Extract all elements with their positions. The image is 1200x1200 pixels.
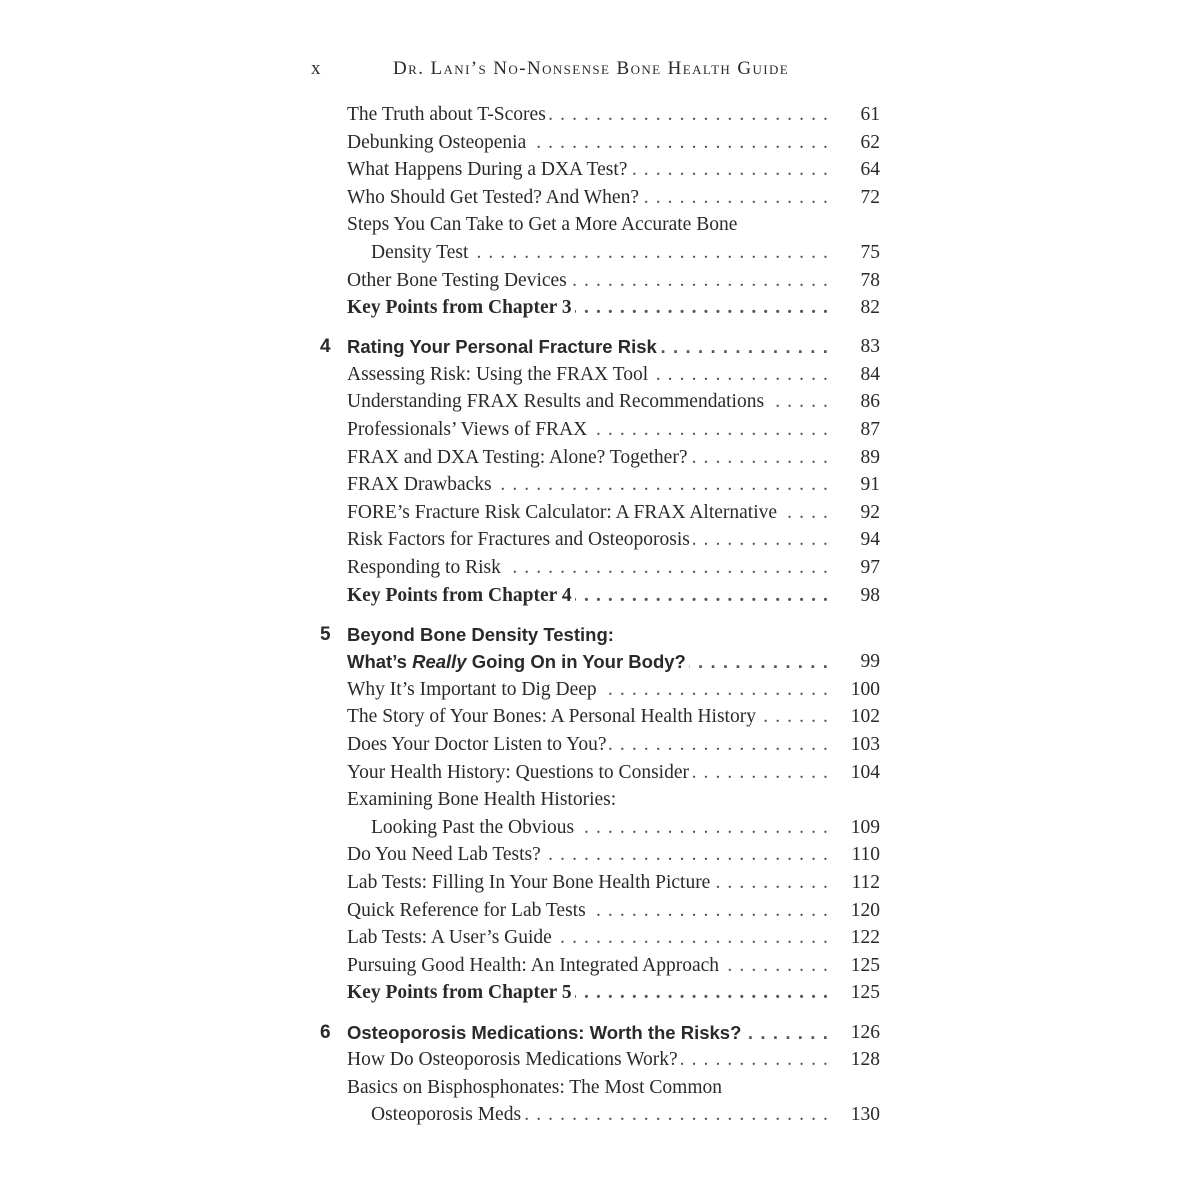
table-of-contents bbox=[0, 102, 1200, 1130]
toc-entry-title: Your Health History: Questions to Consider . . . bbox=[347, 762, 829, 784]
page-folio: x bbox=[311, 58, 322, 79]
toc-entry-key-points bbox=[0, 980, 1200, 1008]
toc-page-number: 72 bbox=[860, 186, 880, 208]
toc-page-number: 122 bbox=[850, 927, 880, 949]
toc-entry bbox=[0, 130, 1200, 158]
running-head bbox=[0, 56, 1200, 82]
toc-page-number: 75 bbox=[860, 241, 880, 263]
chapter-number: 4 bbox=[320, 336, 331, 358]
toc-entry bbox=[0, 925, 1200, 953]
toc-entry-title: Who Should Get Tested? And When? . . . bbox=[347, 187, 829, 209]
toc-entry bbox=[0, 1102, 1200, 1130]
toc-page-number: 102 bbox=[850, 706, 880, 728]
toc-entry-title: FRAX and DXA Testing: Alone? Together? . . . bbox=[347, 447, 829, 469]
toc-entry-title: Key Points from Chapter 4 . . . bbox=[347, 585, 829, 607]
toc-entry bbox=[0, 732, 1200, 760]
toc-entry-title: Lab Tests: Filling In Your Bone Health Picture . . . bbox=[347, 872, 829, 894]
toc-entry bbox=[0, 185, 1200, 213]
toc-entry-title: Pursuing Good Health: An Integrated Approach . . . bbox=[347, 955, 829, 977]
toc-entry-title: Risk Factors for Fractures and Osteoporosis . . . bbox=[347, 529, 829, 551]
toc-entry bbox=[0, 1075, 1200, 1103]
toc-entry bbox=[0, 445, 1200, 473]
toc-page-number: 89 bbox=[860, 446, 880, 468]
toc-entry-title: What Happens During a DXA Test? . . . bbox=[347, 159, 829, 181]
toc-entry-title: Other Bone Testing Devices . . . bbox=[347, 270, 829, 292]
toc-entry-title: Looking Past the Obvious . . . bbox=[371, 817, 829, 839]
toc-chapter-heading bbox=[0, 1020, 1200, 1048]
toc-entry-title: Debunking Osteopenia . . . bbox=[347, 132, 829, 154]
toc-entry bbox=[0, 527, 1200, 555]
toc-entry bbox=[0, 815, 1200, 843]
toc-entry bbox=[0, 472, 1200, 500]
toc-page-number: 109 bbox=[850, 816, 880, 838]
toc-entry bbox=[0, 842, 1200, 870]
toc-page-number: 87 bbox=[860, 419, 880, 441]
toc-page-number: 112 bbox=[851, 872, 880, 894]
toc-entry-title: Key Points from Chapter 3 . . . bbox=[347, 297, 829, 319]
toc-entry-title: Beyond Bone Density Testing: bbox=[347, 624, 829, 646]
toc-page-number: 104 bbox=[850, 761, 880, 783]
toc-page-number: 86 bbox=[860, 391, 880, 413]
toc-entry-title: Responding to Risk . . . bbox=[347, 557, 829, 579]
toc-entry bbox=[0, 268, 1200, 296]
toc-entry-title: Steps You Can Take to Get a More Accurate Bone bbox=[347, 214, 829, 236]
title-part-b: Going On in Your Body? bbox=[466, 651, 686, 673]
toc-entry bbox=[0, 953, 1200, 981]
chapter-number: 5 bbox=[320, 623, 331, 645]
toc-entry-title: Professionals’ Views of FRAX . . . bbox=[347, 419, 829, 441]
toc-entry-title bbox=[347, 651, 829, 673]
toc-entry bbox=[0, 240, 1200, 268]
chapter-number: 6 bbox=[320, 1021, 331, 1043]
toc-entry-title: Basics on Bisphosphonates: The Most Common bbox=[347, 1077, 829, 1099]
toc-page-number: 91 bbox=[860, 474, 880, 496]
toc-page-number: 94 bbox=[860, 529, 880, 551]
toc-entry-title: Key Points from Chapter 5 . . . bbox=[347, 982, 829, 1004]
toc-entry bbox=[0, 787, 1200, 815]
toc-page-number: 84 bbox=[860, 363, 880, 385]
toc-entry-title: Quick Reference for Lab Tests . . . bbox=[347, 900, 829, 922]
toc-page-number: 100 bbox=[850, 678, 880, 700]
toc-page-number: 130 bbox=[850, 1104, 880, 1126]
toc-entry-title: Osteoporosis Medications: Worth the Risks? . . . bbox=[347, 1022, 829, 1044]
toc-page-number: 125 bbox=[850, 954, 880, 976]
toc-page-number: 120 bbox=[850, 899, 880, 921]
toc-entry bbox=[0, 389, 1200, 417]
toc-entry-title: Does Your Doctor Listen to You? . . . bbox=[347, 734, 829, 756]
title-part-a: What’s bbox=[347, 651, 413, 673]
toc-page-number: 97 bbox=[860, 557, 880, 578]
toc-entry bbox=[0, 704, 1200, 732]
toc-entry-key-points bbox=[0, 295, 1200, 323]
toc-page-number: 62 bbox=[860, 131, 880, 153]
toc-entry bbox=[0, 555, 1200, 583]
toc-entry-title: Lab Tests: A User’s Guide . . . bbox=[347, 927, 829, 949]
toc-entry bbox=[0, 1047, 1200, 1075]
toc-page-number: 99 bbox=[860, 651, 880, 673]
book-title: Dr. Lani’s No-Nonsense Bone Health Guide bbox=[393, 58, 790, 79]
toc-entry-title: Rating Your Personal Fracture Risk . . . bbox=[347, 336, 829, 358]
toc-entry-title: How Do Osteoporosis Medications Work? . . . bbox=[347, 1049, 829, 1071]
toc-page-number: 126 bbox=[850, 1021, 880, 1043]
toc-entry bbox=[0, 870, 1200, 898]
toc-page-number: 64 bbox=[860, 159, 880, 181]
toc-entry-title: Do You Need Lab Tests? . . . bbox=[347, 844, 829, 866]
toc-chapter-heading bbox=[0, 334, 1200, 362]
toc-page-number: 125 bbox=[850, 982, 880, 1004]
toc-entry bbox=[0, 677, 1200, 705]
toc-entry-title: The Truth about T-Scores . . . bbox=[347, 104, 829, 126]
toc-page-number: 78 bbox=[860, 269, 880, 291]
toc-entry bbox=[0, 760, 1200, 788]
toc-chapter-heading-continued bbox=[0, 649, 1200, 677]
toc-entry bbox=[0, 500, 1200, 528]
toc-entry bbox=[0, 898, 1200, 926]
toc-page-number: 83 bbox=[860, 336, 880, 358]
toc-chapter-heading bbox=[0, 622, 1200, 650]
toc-entry bbox=[0, 102, 1200, 130]
toc-entry-title: FORE’s Fracture Risk Calculator: A FRAX Alternative . . . bbox=[347, 502, 829, 524]
toc-page-number: 98 bbox=[860, 584, 880, 606]
title-emphasis: Really bbox=[412, 651, 467, 673]
toc-page-number: 103 bbox=[850, 734, 880, 756]
toc-entry-title: Density Test . . . bbox=[371, 242, 829, 264]
toc-entry bbox=[0, 417, 1200, 445]
toc-entry-title: The Story of Your Bones: A Personal Health History . . . bbox=[347, 706, 829, 728]
toc-entry-key-points bbox=[0, 583, 1200, 611]
toc-entry-title: Osteoporosis Meds . . . bbox=[371, 1104, 829, 1126]
toc-entry-title: Understanding FRAX Results and Recommendations . . . bbox=[347, 391, 829, 413]
toc-entry-title: Why It’s Important to Dig Deep . . . bbox=[347, 679, 829, 701]
toc-page-number: 82 bbox=[860, 297, 880, 319]
toc-page-number: 110 bbox=[851, 844, 880, 866]
toc-entry-title: Examining Bone Health Histories: bbox=[347, 789, 829, 811]
toc-page-number: 61 bbox=[860, 104, 880, 125]
toc-entry bbox=[0, 157, 1200, 185]
toc-page-number: 92 bbox=[860, 501, 880, 523]
toc-entry bbox=[0, 212, 1200, 240]
toc-entry-title: Assessing Risk: Using the FRAX Tool . . . bbox=[347, 364, 829, 386]
toc-entry-title: FRAX Drawbacks . . . bbox=[347, 474, 829, 496]
toc-entry bbox=[0, 362, 1200, 390]
toc-page-number: 128 bbox=[850, 1049, 880, 1071]
